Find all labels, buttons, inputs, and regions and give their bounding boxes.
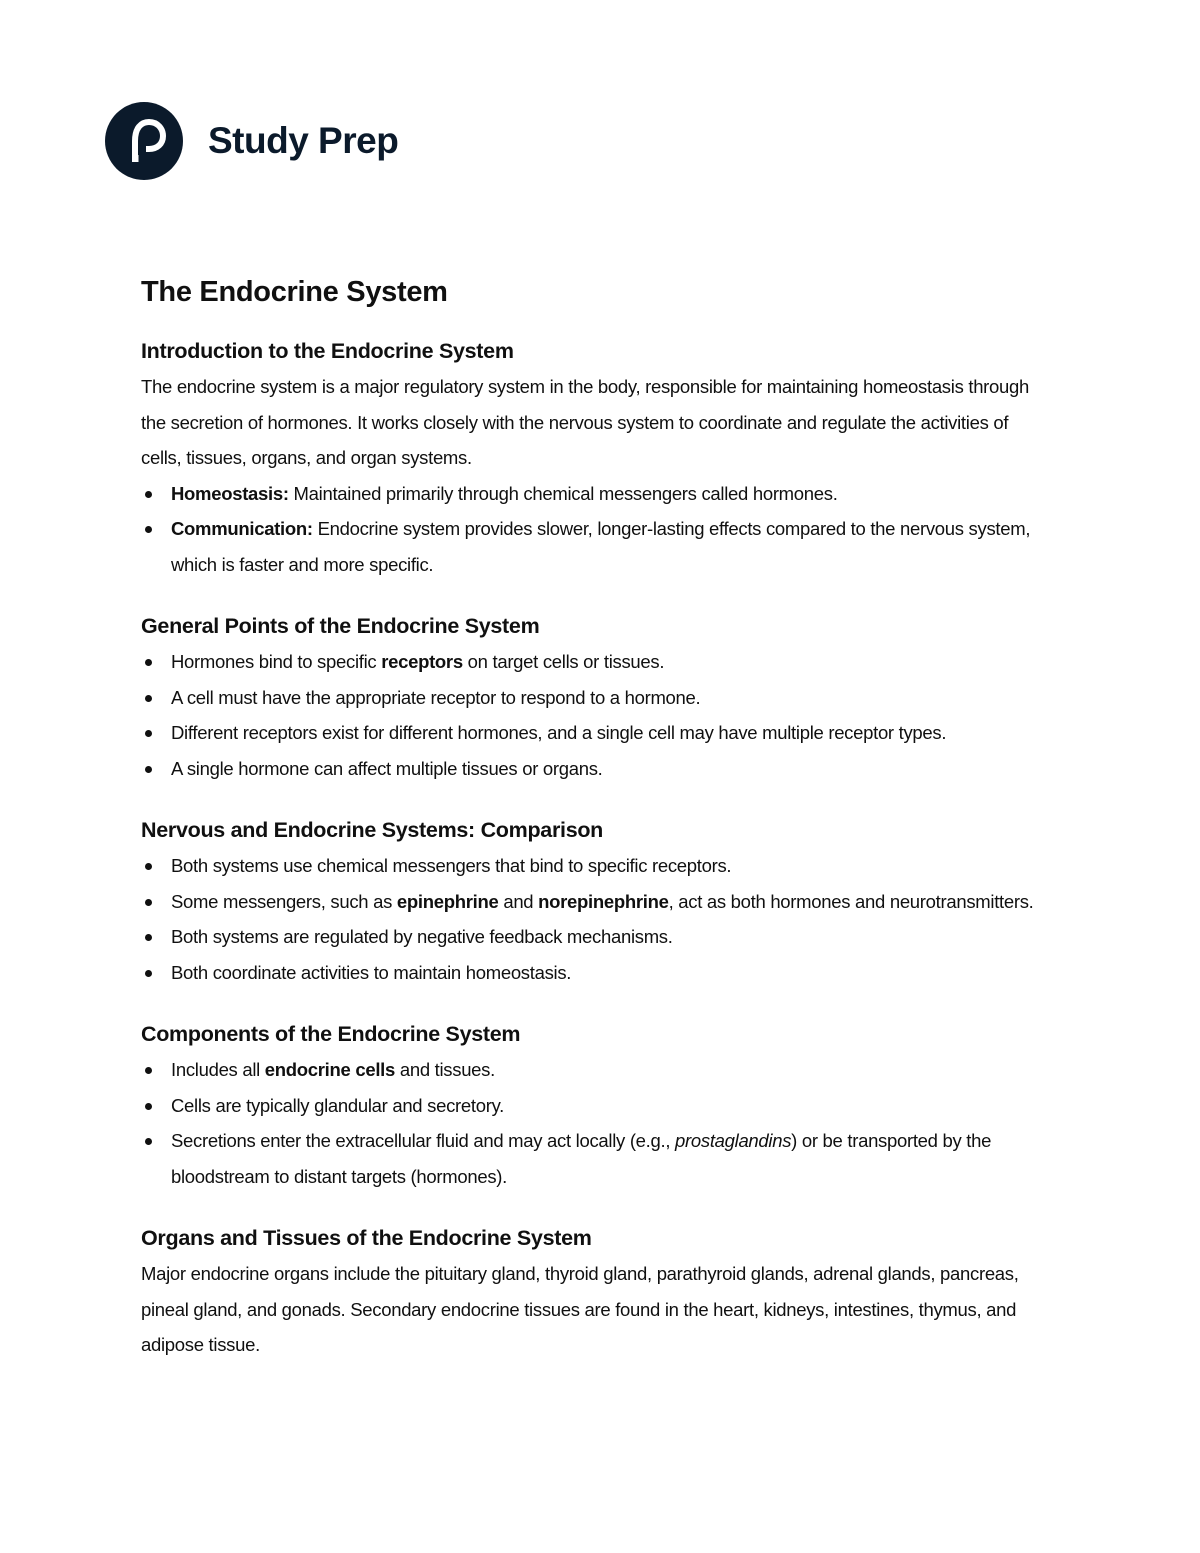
list-item [141,848,1041,884]
list-item [141,955,1041,991]
bullet-list [141,476,1041,583]
text-run: ) or be transported by the bloodstream to distant targets (hormones). [171,1130,992,1187]
text-run: A cell must have the appropriate receptor to respond to a hormone. [171,686,701,708]
section-heading: Components of the Endocrine System [141,1022,521,1046]
text-run: and [498,890,539,912]
list-item [141,751,1041,787]
text-run: and tissues. [395,1059,495,1080]
text-run: Both systems use chemical messengers that bind to specific receptors. [171,855,732,876]
section [141,609,1041,786]
bullet-icon [145,1138,152,1145]
list-item [141,715,1041,751]
bullet-icon [145,766,152,773]
section-heading: General Points of the Endocrine System [141,614,540,638]
bullet-icon [145,863,152,870]
bullet-list [141,1052,1041,1194]
bold-term: Communication: [171,518,313,539]
list-item [141,680,1041,716]
list-item [141,884,1041,920]
list-item [141,1123,1041,1194]
bullet-icon [145,1103,152,1110]
bullet-icon [145,659,152,666]
text-run: on target cells or tissues. [462,651,665,672]
text-run: , act as both hormones and neurotransmitters. [668,890,1034,912]
document-body [141,270,1041,1363]
section-paragraph: The endocrine system is a major regulatory system in the body, responsible for maintaining homeostasis through the secretion of hormones. It works closely with the nervous system to coordinate and regulate the activities of cells, tissues, organs, and organ systems. [141,376,1029,468]
text-run: Cells are typically glandular and secretory. [171,1094,504,1116]
bold-term: receptors [381,651,463,672]
section [141,1017,1041,1194]
document-title: The Endocrine System [141,276,448,308]
list-item [141,511,1041,582]
text-run: Both systems are regulated by negative feedback mechanisms. [171,926,673,947]
bullet-icon [145,970,152,977]
list-item [141,919,1041,955]
list-item [141,1088,1041,1124]
bold-term: Homeostasis: [171,482,289,504]
section-paragraph: Major endocrine organs include the pituitary gland, thyroid gland, parathyroid glands, adrenal glands, pancreas, pineal gland, and gonads. Secondary endocrine tissues are found in the heart, kidneys, intestines, thymus, and adipose tissue. [141,1263,1019,1355]
text-run: A single hormone can affect multiple tissues or organs. [171,757,603,779]
text-run: Secretions enter the extracellular fluid and may act locally (e.g., [171,1130,676,1151]
bullet-list [141,644,1041,786]
section [141,1221,1041,1363]
list-item [141,644,1041,680]
bullet-list [141,848,1041,990]
brand-name: Study Prep [208,120,399,161]
sections-container [141,334,1041,1363]
bullet-icon [145,695,152,702]
section-heading: Nervous and Endocrine Systems: Comparison [141,818,604,842]
text-run: Includes all [171,1059,265,1080]
pearson-p-logo-icon [104,101,184,181]
section [141,334,1041,582]
section-heading: Introduction to the Endocrine System [141,339,514,363]
text-run: Hormones bind to specific [171,651,382,672]
bullet-icon [145,899,152,906]
bullet-icon [145,730,152,737]
bold-term: norepinephrine [538,890,669,912]
bold-term: epinephrine [396,890,499,912]
italic-term: prostaglandins [675,1130,792,1151]
text-run: Endocrine system provides slower, longer-lasting effects compared to the nervous system, which is faster and more specific. [171,518,1031,575]
bullet-icon [145,526,152,533]
section-heading: Organs and Tissues of the Endocrine System [141,1226,592,1250]
section [141,813,1041,990]
text-run: Different receptors exist for different hormones, and a single cell may have multiple receptor types. [171,722,947,743]
bold-term: endocrine cells [264,1059,395,1080]
text-run: Both coordinate activities to maintain homeostasis. [171,961,572,983]
text-run: Some messengers, such as [171,890,397,912]
bullet-icon [145,491,152,498]
bullet-icon [145,934,152,941]
text-run: Maintained primarily through chemical messengers called hormones. [288,482,838,504]
page-header [104,100,398,182]
list-item [141,1052,1041,1088]
bullet-icon [145,1067,152,1074]
list-item [141,476,1041,512]
